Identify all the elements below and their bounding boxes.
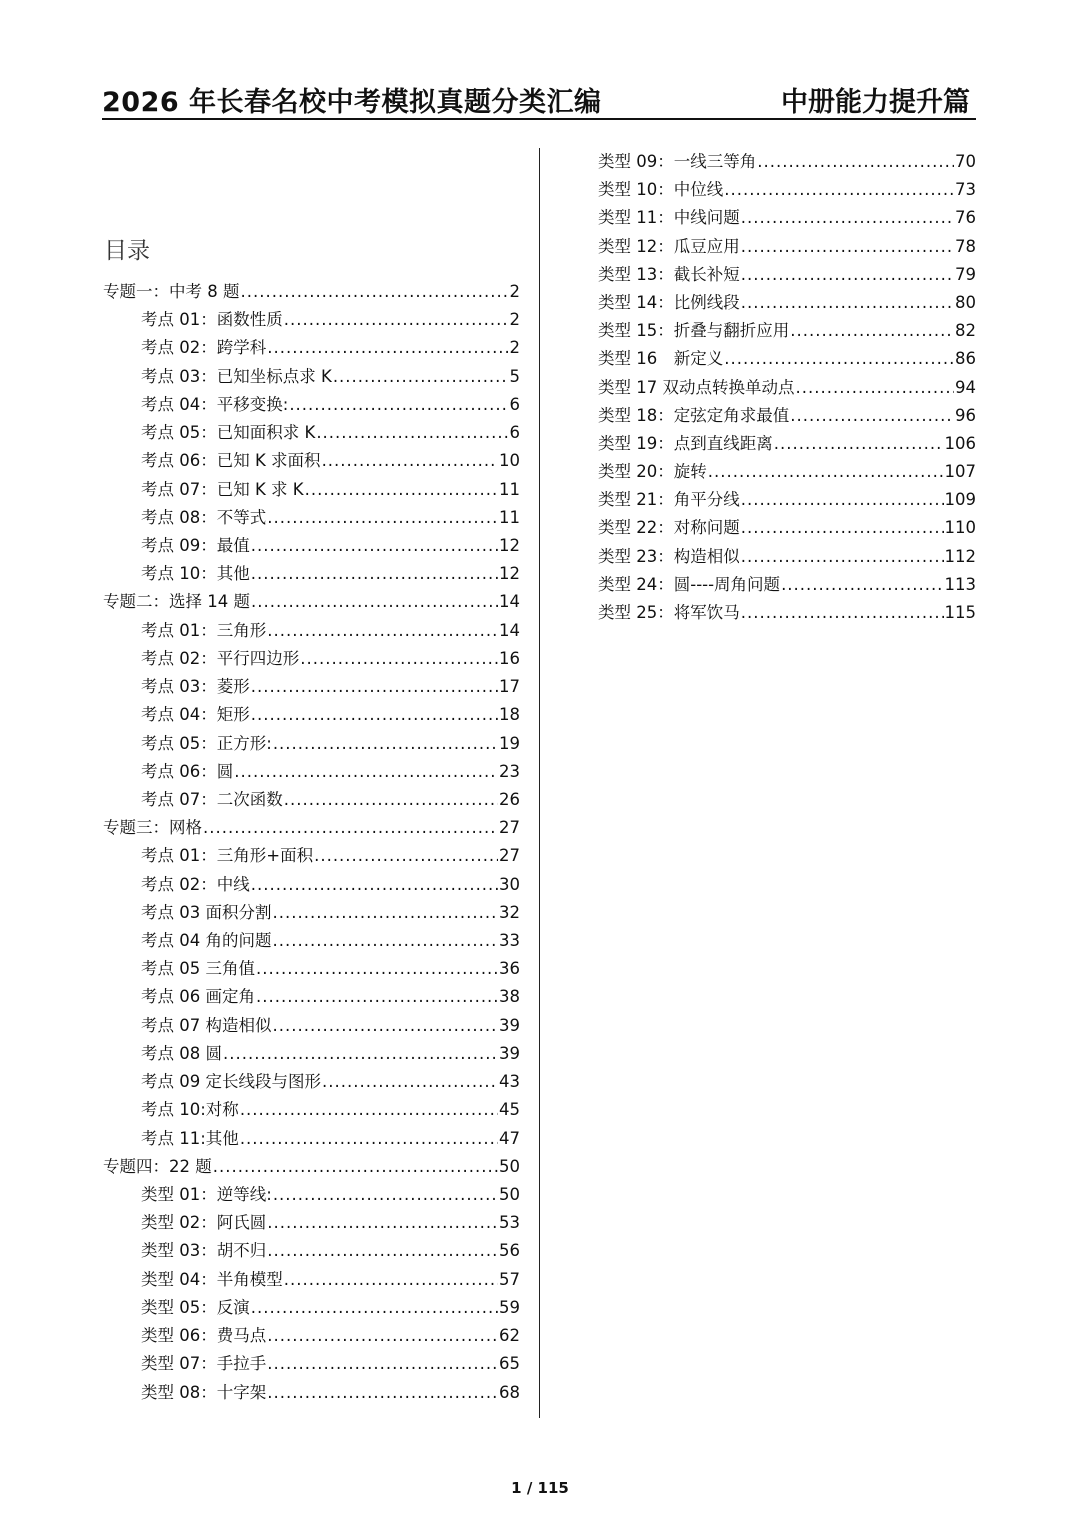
dot-leader: [284, 310, 509, 329]
toc-entry-label: 考点 04：矩形: [141, 705, 250, 725]
toc-entry-label: 类型 09：一线三等角: [598, 152, 757, 171]
toc-entry-label: 考点 07 构造相似: [141, 1015, 272, 1035]
dot-leader: [267, 1241, 498, 1260]
dot-leader: [314, 846, 498, 865]
toc-entry[interactable]: [103, 786, 520, 814]
toc-entry[interactable]: [103, 1379, 520, 1407]
toc-entry-page: 45: [499, 1100, 520, 1120]
toc-entry[interactable]: [103, 1294, 520, 1322]
toc-entry-page: 11: [499, 507, 520, 527]
toc-entry-page: 36: [499, 959, 520, 979]
toc-entry-label: 类型 16 新定义: [598, 349, 724, 369]
dot-leader: [741, 265, 954, 284]
dot-leader: [267, 1213, 498, 1232]
toc-entry-label: 类型 13：截长补短: [598, 264, 740, 284]
toc-entry[interactable]: [103, 983, 520, 1011]
toc-entry-label: 考点 07：已知 K 求 K: [141, 479, 304, 499]
toc-entry[interactable]: [598, 514, 976, 542]
toc-entry[interactable]: [103, 645, 520, 673]
toc-entry[interactable]: [598, 599, 976, 627]
toc-entry-page: 50: [499, 1185, 520, 1204]
dot-leader: [267, 621, 498, 640]
toc-entry[interactable]: [103, 814, 520, 842]
dot-leader: [234, 762, 498, 781]
dot-leader: [273, 1185, 498, 1204]
dot-leader: [267, 1354, 498, 1373]
dot-leader: [251, 875, 498, 894]
dot-leader: [724, 349, 954, 368]
toc-entry-page: 33: [499, 931, 520, 951]
toc-entry[interactable]: [598, 261, 976, 289]
toc-entry-page: 14: [499, 592, 520, 612]
toc-entry[interactable]: [103, 419, 520, 447]
toc-entry-page: 59: [499, 1297, 520, 1317]
toc-entry[interactable]: [598, 458, 976, 486]
toc-entry-label: 类型 02：阿氏圆: [141, 1213, 267, 1233]
toc-entry-label: 类型 20：旋转: [598, 462, 707, 482]
toc-entry[interactable]: [103, 1266, 520, 1294]
toc-entry[interactable]: [103, 955, 520, 983]
toc-entry-label: 类型 06：费马点: [141, 1326, 267, 1346]
toc-entry-label: 考点 09：最值: [141, 535, 250, 555]
dot-leader: [240, 1129, 498, 1148]
toc-entry-label: 考点 03 面积分割: [141, 902, 272, 922]
toc-entry[interactable]: [103, 476, 520, 504]
dot-leader: [741, 490, 944, 509]
toc-entry[interactable]: [103, 1209, 520, 1237]
dot-leader: [300, 649, 498, 668]
toc-entry-page: 109: [944, 490, 976, 510]
toc-entry-page: 17: [499, 677, 520, 697]
dot-leader: [267, 508, 498, 527]
toc-entry-label: 考点 09 定长线段与图形: [141, 1072, 321, 1092]
toc-entry-label: 类型 10：中位线: [598, 180, 724, 200]
toc-entry-label: 考点 05：正方形:: [141, 733, 272, 753]
toc-entry[interactable]: [598, 317, 976, 345]
toc-entry[interactable]: [598, 204, 976, 232]
toc-entry-label: 类型 15：折叠与翻折应用: [598, 321, 790, 341]
dot-leader: [741, 603, 944, 622]
toc-entry-label: 类型 08：十字架: [141, 1382, 267, 1402]
dot-leader: [223, 1044, 498, 1063]
dot-leader: [289, 395, 508, 414]
dot-leader: [741, 237, 954, 256]
toc-entry-page: 2: [509, 338, 520, 358]
toc-entry-page: 94: [955, 377, 976, 397]
toc-entry[interactable]: [598, 176, 976, 204]
toc-entry-label: 考点 04 角的问题: [141, 931, 272, 951]
toc-entry-label: 类型 01：逆等线:: [141, 1185, 272, 1204]
toc-entry-page: 50: [499, 1156, 520, 1176]
toc-entry-page: 112: [944, 546, 976, 566]
dot-leader: [741, 547, 944, 566]
toc-entry-page: 38: [499, 987, 520, 1007]
toc-entry[interactable]: [103, 701, 520, 729]
toc-entry-page: 80: [955, 292, 976, 312]
toc-entry-page: 70: [955, 152, 976, 171]
toc-entry-page: 86: [955, 349, 976, 369]
dot-leader: [251, 592, 498, 611]
toc-entry-label: 类型 25：将军饮马: [598, 603, 740, 622]
page-number: 1 / 115: [511, 1479, 569, 1497]
toc-entry[interactable]: [598, 486, 976, 514]
toc-entry-label: 类型 03：胡不归: [141, 1241, 267, 1261]
toc-entry-page: 78: [955, 236, 976, 256]
page-header: [102, 78, 976, 120]
toc-entry-page: 5: [509, 366, 520, 386]
toc-entry-page: 6: [509, 394, 520, 414]
dot-leader: [741, 293, 954, 312]
toc-entry[interactable]: [103, 1125, 520, 1153]
toc-entry[interactable]: [103, 1096, 520, 1124]
toc-entry-label: 考点 01：三角形+面积: [141, 846, 314, 866]
toc-entry-page: 43: [499, 1072, 520, 1092]
dot-leader: [333, 367, 509, 386]
toc-entry-page: 26: [499, 789, 520, 809]
toc-entry-page: 18: [499, 705, 520, 725]
dot-leader: [316, 423, 508, 442]
toc-entry[interactable]: [103, 1040, 520, 1068]
dot-leader: [273, 1016, 499, 1035]
toc-entry-label: 考点 04：平移变换:: [141, 394, 289, 414]
toc-entry-label: 类型 23：构造相似: [598, 546, 740, 566]
toc-entry-page: 39: [499, 1015, 520, 1035]
toc-entry-label: 考点 02：平行四边形: [141, 648, 300, 668]
toc-entry[interactable]: [598, 233, 976, 261]
toc-entry-page: 14: [499, 620, 520, 640]
toc-entry[interactable]: [103, 306, 520, 334]
toc-entry-page: 19: [499, 733, 520, 753]
toc-entry-label: 类型 22：对称问题: [598, 518, 740, 538]
toc-entry-page: 2: [509, 310, 520, 330]
toc-entry[interactable]: [598, 402, 976, 430]
toc-entry[interactable]: [598, 571, 976, 599]
toc-entry-page: 10: [499, 451, 520, 471]
toc-entry-label: 类型 14：比例线段: [598, 292, 740, 312]
toc-entry-page: 79: [955, 264, 976, 284]
dot-leader: [781, 575, 943, 594]
toc-entry-page: 27: [499, 818, 520, 838]
dot-leader: [273, 903, 499, 922]
toc-entry-page: 27: [499, 846, 520, 866]
dot-leader: [213, 1157, 498, 1176]
toc-entry[interactable]: [598, 289, 976, 317]
toc-entry-label: 考点 03：菱形: [141, 677, 250, 697]
toc-entry[interactable]: [103, 391, 520, 419]
toc-entry-page: 65: [499, 1354, 520, 1374]
toc-entry[interactable]: [103, 504, 520, 532]
column-divider: [539, 148, 540, 1418]
dot-leader: [305, 480, 498, 499]
dot-leader: [267, 1326, 498, 1345]
toc-entry-label: 考点 06：圆: [141, 761, 234, 781]
toc-entry-page: 73: [955, 180, 976, 200]
dot-leader: [790, 321, 954, 340]
toc-entry[interactable]: [103, 673, 520, 701]
toc-entry-label: 类型 24：圆----周角问题: [598, 574, 781, 594]
toc-entry-label: 类型 05：反演: [141, 1297, 250, 1317]
toc-entry[interactable]: [103, 927, 520, 955]
toc-entry-page: 96: [955, 405, 976, 425]
dot-leader: [322, 1072, 498, 1091]
volume-title: 中册能力提升篇: [781, 87, 970, 118]
toc-entry-page: 57: [499, 1269, 520, 1289]
toc-entry-label: 考点 10：其他: [141, 564, 250, 584]
toc-entry-page: 115: [944, 603, 976, 622]
toc-entry-page: 82: [955, 321, 976, 341]
dot-leader: [322, 451, 498, 470]
toc-entry-page: 76: [955, 208, 976, 228]
toc-entry[interactable]: [103, 1237, 520, 1265]
dot-leader: [796, 378, 955, 397]
toc-entry[interactable]: [103, 899, 520, 927]
toc-entry-page: 12: [499, 535, 520, 555]
dot-leader: [774, 434, 944, 453]
toc-entry-label: 考点 02：中线: [141, 874, 250, 894]
toc-entry[interactable]: [598, 374, 976, 402]
toc-entry[interactable]: [103, 617, 520, 645]
toc-entry[interactable]: [103, 842, 520, 870]
toc-entry-label: 考点 05：已知面积求 K: [141, 423, 316, 443]
toc-entry-page: 107: [944, 462, 976, 482]
toc-entry-label: 考点 08 圆: [141, 1043, 222, 1063]
toc-entry[interactable]: [103, 1012, 520, 1040]
toc-right-column: [598, 148, 976, 627]
dot-leader: [251, 564, 498, 583]
toc-entry-label: 类型 19：点到直线距离: [598, 433, 773, 453]
toc-entry-page: 11: [499, 479, 520, 499]
toc-entry[interactable]: [103, 278, 520, 306]
toc-entry-page: 12: [499, 564, 520, 584]
dot-leader: [251, 677, 498, 696]
toc-entry-label: 类型 21：角平分线: [598, 490, 740, 510]
toc-entry-page: 110: [944, 518, 976, 538]
dot-leader: [741, 518, 944, 537]
dot-leader: [240, 1100, 498, 1119]
toc-entry[interactable]: [598, 148, 976, 176]
toc-entry-label: 类型 11：中线问题: [598, 208, 740, 228]
dot-leader: [284, 1270, 498, 1289]
toc-entry[interactable]: [103, 363, 520, 391]
toc-entry[interactable]: [103, 334, 520, 362]
toc-entry-label: 专题三：网格: [103, 818, 202, 838]
toc-entry-label: 考点 01：三角形: [141, 620, 267, 640]
toc-entry[interactable]: [103, 447, 520, 475]
toc-entry-page: 113: [944, 574, 976, 594]
dot-leader: [241, 282, 509, 301]
toc-entry-label: 考点 07：二次函数: [141, 789, 283, 809]
toc-entry-label: 考点 01：函数性质: [141, 310, 283, 330]
dot-leader: [273, 931, 499, 950]
toc-entry-page: 30: [499, 874, 520, 894]
toc-entry-page: 16: [499, 648, 520, 668]
dot-leader: [273, 734, 498, 753]
toc-entry[interactable]: [103, 871, 520, 899]
document-title: 2026 年长春名校中考模拟真题分类汇编: [102, 87, 602, 118]
toc-entry-page: 32: [499, 902, 520, 922]
toc-entry-label: 专题二：选择 14 题: [103, 592, 250, 612]
toc-entry[interactable]: [103, 1322, 520, 1350]
toc-entry-label: 考点 06 画定角: [141, 987, 255, 1007]
dot-leader: [251, 536, 498, 555]
toc-entry-page: 39: [499, 1043, 520, 1063]
toc-left-column: [103, 278, 520, 1407]
toc-entry[interactable]: [598, 345, 976, 373]
toc-entry[interactable]: [103, 560, 520, 588]
dot-leader: [708, 462, 944, 481]
toc-entry-page: 68: [499, 1382, 520, 1402]
toc-entry-label: 类型 12：瓜豆应用: [598, 236, 740, 256]
toc-entry[interactable]: [598, 543, 976, 571]
toc-entry[interactable]: [103, 730, 520, 758]
toc-entry-label: 专题四：22 题: [103, 1156, 212, 1176]
toc-entry-label: 考点 06：已知 K 求面积: [141, 451, 321, 471]
toc-entry-label: 专题一：中考 8 题: [103, 282, 240, 301]
toc-entry-page: 23: [499, 761, 520, 781]
toc-entry[interactable]: [103, 1153, 520, 1181]
dot-leader: [741, 208, 954, 227]
toc-entry[interactable]: [103, 532, 520, 560]
toc-entry-label: 考点 02：跨学科: [141, 338, 267, 358]
toc-entry[interactable]: [103, 758, 520, 786]
toc-entry-page: 2: [509, 282, 520, 301]
toc-entry[interactable]: [103, 1181, 520, 1209]
toc-entry-label: 类型 17 双动点转换单动点: [598, 377, 795, 397]
dot-leader: [256, 987, 498, 1006]
dot-leader: [267, 1383, 498, 1402]
toc-entry-page: 53: [499, 1213, 520, 1233]
toc-entry-label: 考点 11:其他: [141, 1128, 239, 1148]
toc-entry-page: 56: [499, 1241, 520, 1261]
dot-leader: [724, 180, 954, 199]
dot-leader: [284, 790, 498, 809]
dot-leader: [790, 406, 954, 425]
toc-entry-label: 类型 07：手拉手: [141, 1354, 267, 1374]
dot-leader: [251, 705, 498, 724]
toc-entry-label: 考点 05 三角值: [141, 959, 255, 979]
toc-entry-page: 106: [944, 433, 976, 453]
toc-entry[interactable]: [598, 430, 976, 458]
toc-entry-page: 62: [499, 1326, 520, 1346]
toc-entry[interactable]: [103, 1068, 520, 1096]
toc-heading: 目录: [104, 238, 150, 264]
toc-entry-label: 考点 10:对称: [141, 1100, 239, 1120]
toc-entry-label: 考点 03：已知坐标点求 K: [141, 366, 332, 386]
dot-leader: [251, 1298, 498, 1317]
toc-entry-page: 6: [509, 423, 520, 443]
toc-entry-label: 类型 04：半角模型: [141, 1269, 283, 1289]
dot-leader: [267, 338, 508, 357]
dot-leader: [256, 959, 498, 978]
toc-entry[interactable]: [103, 1350, 520, 1378]
toc-entry[interactable]: [103, 588, 520, 616]
toc-entry-page: 47: [499, 1128, 520, 1148]
toc-entry-label: 类型 18：定弦定角求最值: [598, 405, 790, 425]
dot-leader: [757, 152, 954, 171]
dot-leader: [203, 818, 498, 837]
toc-entry-label: 考点 08：不等式: [141, 507, 267, 527]
